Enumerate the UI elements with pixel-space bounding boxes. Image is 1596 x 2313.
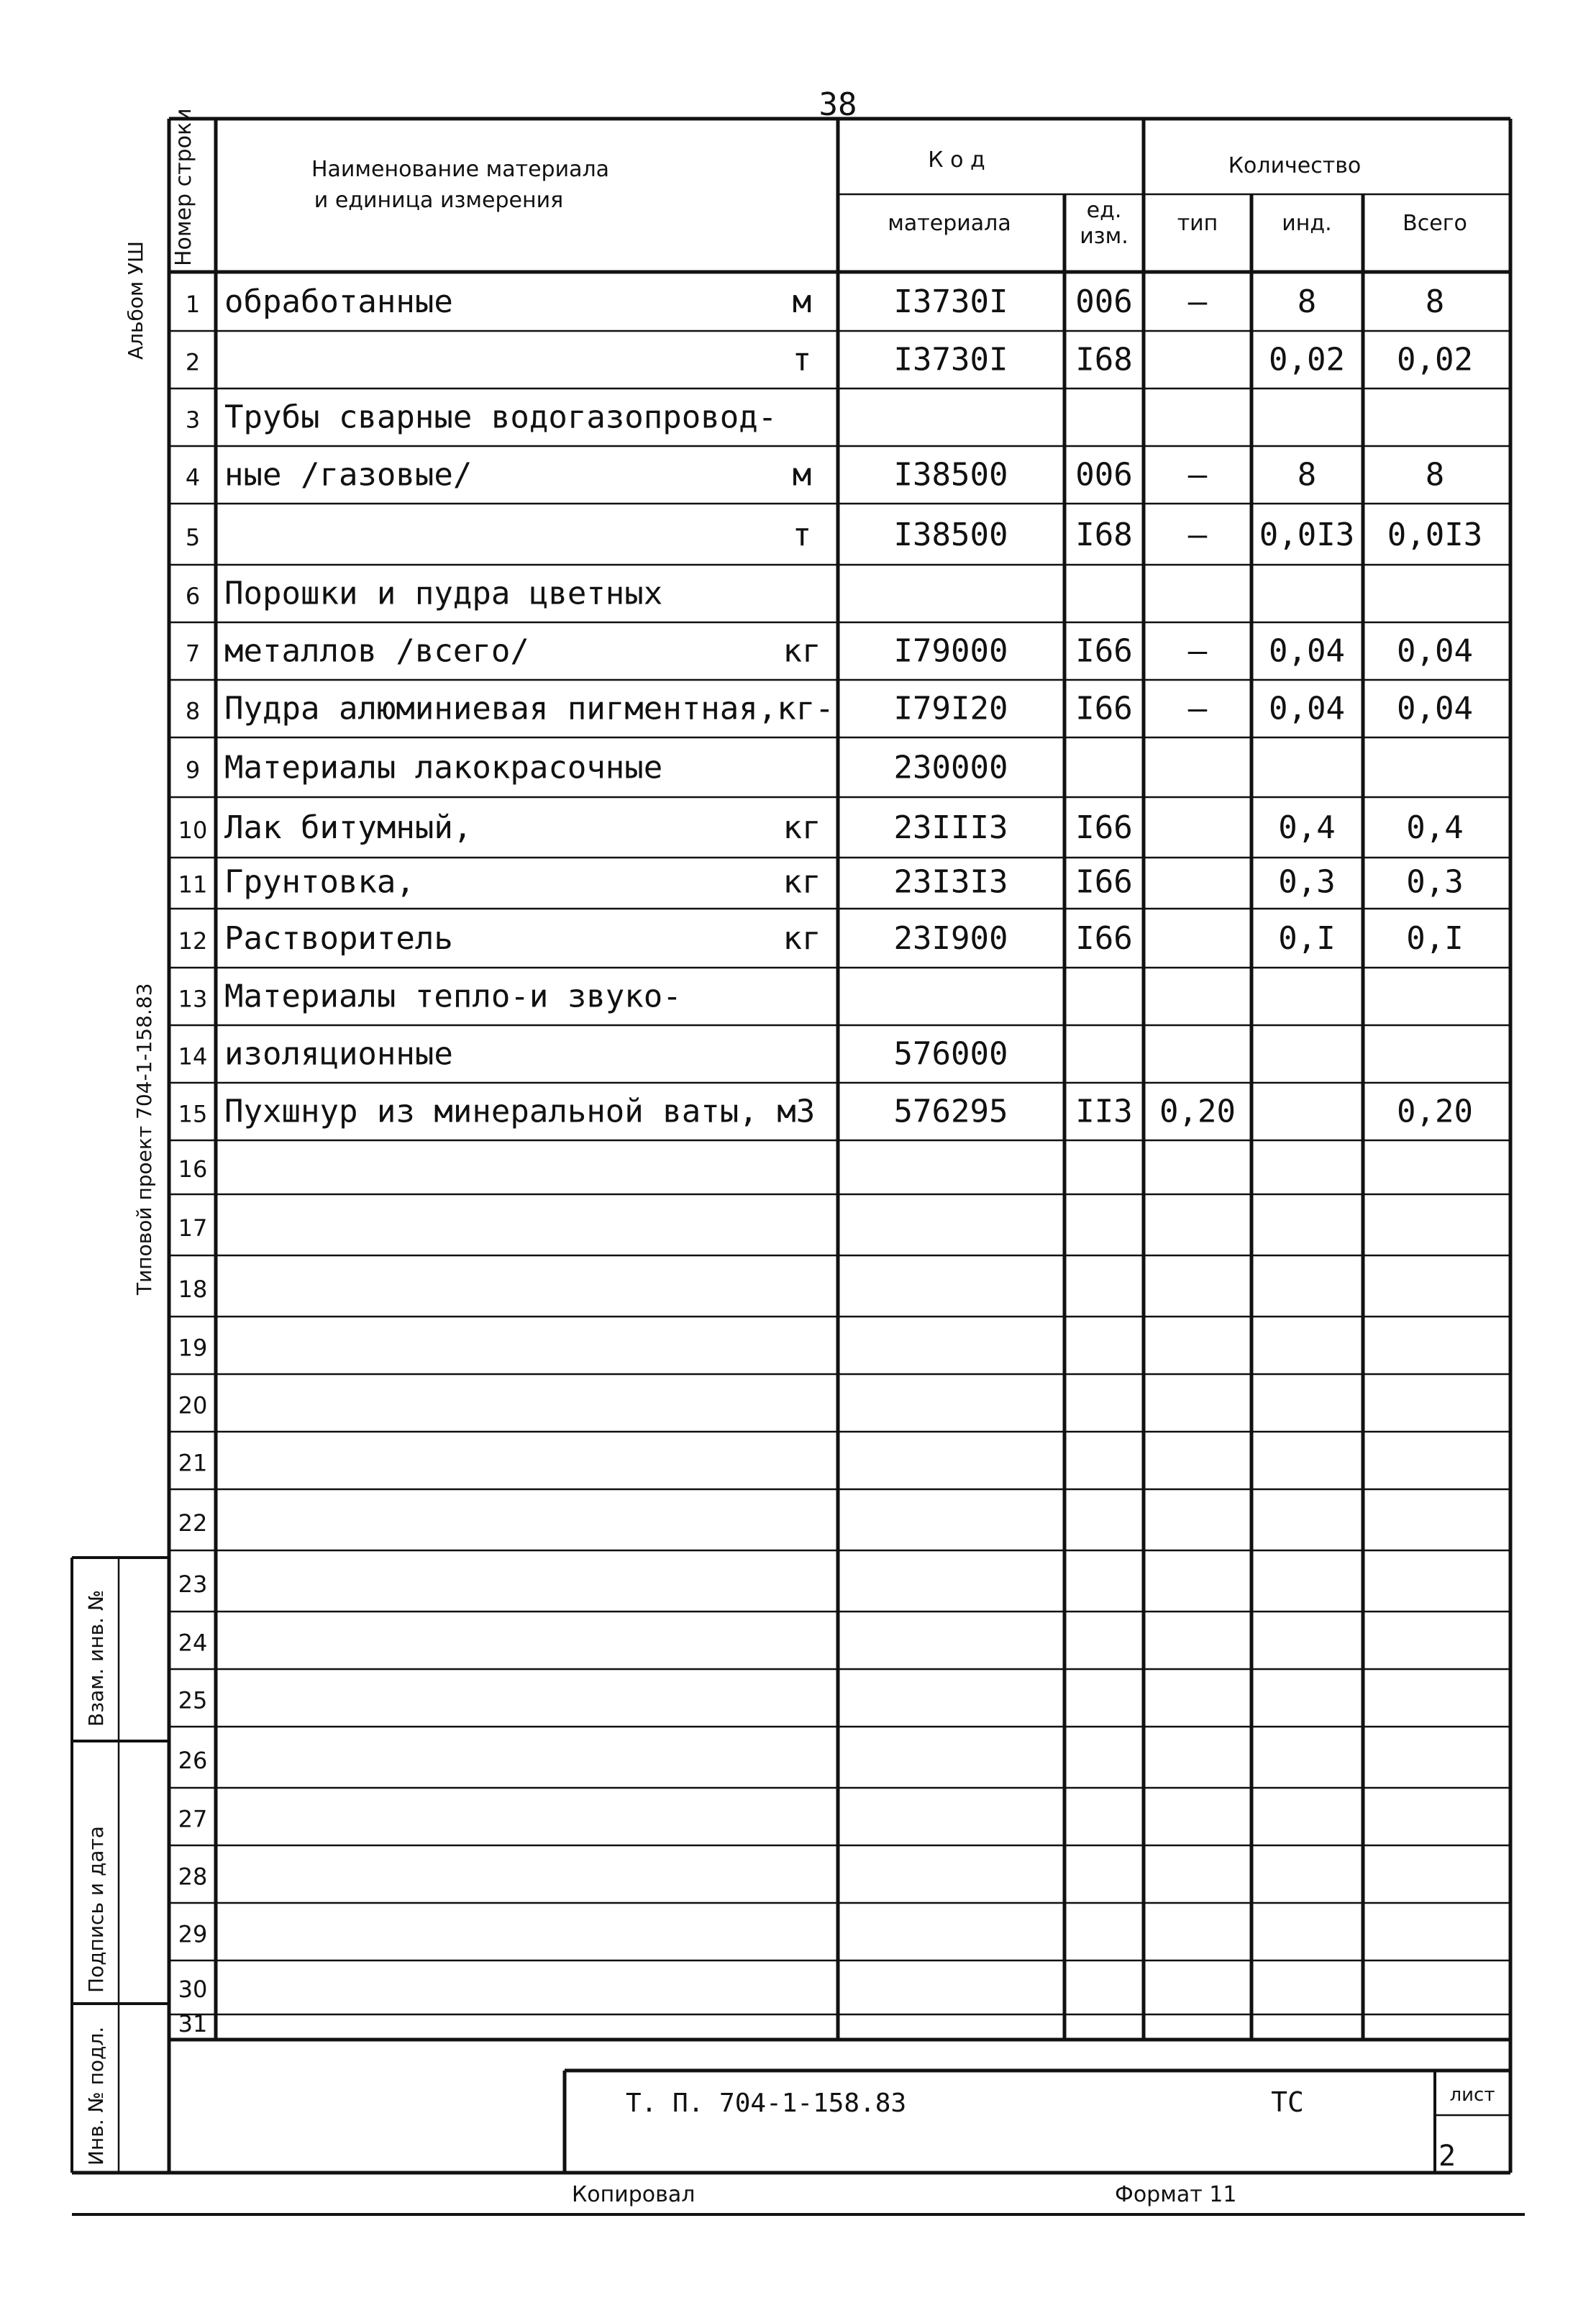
header-name-line2: и единица измерения	[314, 188, 564, 213]
page-number: 38	[818, 86, 857, 123]
cell-n: 21	[178, 1449, 208, 1477]
stamp-label-2: Подпись и дата	[84, 1826, 108, 1993]
header-code-group: К о д	[928, 147, 985, 173]
cell-n: 24	[178, 1629, 208, 1657]
cell-uc: I68	[1075, 341, 1133, 378]
cell-ind: 8	[1297, 456, 1317, 494]
cell-uc: I66	[1075, 632, 1133, 670]
cell-code: 576000	[893, 1035, 1008, 1073]
cell-n: 26	[178, 1746, 208, 1774]
cell-n: 11	[178, 871, 208, 899]
cell-n: 1	[185, 290, 201, 318]
cell-code: 23I900	[893, 919, 1008, 957]
cell-total: 0,0I3	[1387, 516, 1483, 553]
cell-n: 18	[178, 1275, 208, 1303]
cell-unit: кг	[783, 809, 821, 847]
cell-n: 8	[185, 697, 201, 725]
cell-code: 23III3	[893, 809, 1008, 847]
cell-uc: 006	[1075, 456, 1133, 494]
cell-n: 31	[178, 2009, 208, 2037]
cell-n: 19	[178, 1334, 208, 1362]
cell-code: I79I20	[893, 690, 1008, 727]
cell-n: 13	[178, 985, 208, 1013]
cell-n: 27	[178, 1805, 208, 1833]
cell-ind: 0,4	[1278, 809, 1336, 847]
cell-unit: т	[792, 341, 812, 378]
title-block-sheet-no: 2	[1438, 2140, 1456, 2173]
cell-uc: I66	[1075, 919, 1133, 957]
cell-n: 16	[178, 1155, 208, 1183]
cell-uc: I68	[1075, 516, 1133, 553]
cell-code: 23I3I3	[893, 863, 1008, 901]
cell-type: –	[1187, 516, 1208, 553]
cell-n: 6	[185, 582, 201, 610]
cell-name: Пудра алюминиевая пигментная,кг-	[224, 690, 834, 727]
footer-copied: Копировал	[572, 2182, 696, 2207]
cell-code: 230000	[893, 749, 1008, 786]
cell-code: I79000	[893, 632, 1008, 670]
cell-total: 0,4	[1406, 809, 1464, 847]
cell-ind: 0,04	[1269, 632, 1345, 670]
cell-uc: II3	[1075, 1093, 1133, 1130]
cell-name: Материалы тепло-и звуко-	[224, 978, 682, 1015]
cell-n: 14	[178, 1042, 208, 1071]
cell-total: 0,02	[1397, 341, 1473, 378]
cell-total: 0,04	[1397, 690, 1473, 727]
header-name-line1: Наименование материала	[311, 157, 610, 182]
cell-type: –	[1187, 456, 1208, 494]
cell-n: 23	[178, 1570, 208, 1598]
cell-uc: I66	[1075, 809, 1133, 847]
cell-total: 8	[1425, 283, 1445, 320]
cell-name: изоляционные	[224, 1035, 453, 1073]
header-col-ind: инд.	[1282, 211, 1332, 236]
cell-uc: I66	[1075, 690, 1133, 727]
cell-ind: 0,04	[1269, 690, 1345, 727]
cell-n: 4	[185, 463, 201, 491]
header-col-type: тип	[1177, 211, 1218, 236]
cell-name: Растворитель	[224, 919, 453, 957]
title-block-mark: ТС	[1271, 2086, 1304, 2118]
cell-n: 29	[178, 1920, 208, 1948]
header-qty-group: Количество	[1228, 153, 1362, 178]
cell-code: I38500	[893, 516, 1008, 553]
cell-total: 0,3	[1406, 863, 1464, 901]
header-col-unit-2: изм.	[1080, 224, 1128, 249]
cell-type: –	[1187, 283, 1208, 320]
cell-unit: м	[792, 456, 812, 494]
cell-n: 15	[178, 1100, 208, 1128]
cell-n: 2	[185, 348, 201, 376]
cell-ind: 0,I	[1278, 919, 1336, 957]
cell-total: 0,20	[1397, 1093, 1473, 1130]
cell-n: 12	[178, 927, 208, 955]
cell-n: 20	[178, 1391, 208, 1419]
cell-n: 28	[178, 1863, 208, 1891]
cell-name: Порошки и пудра цветных	[224, 575, 663, 612]
cell-code: I3730I	[893, 283, 1008, 320]
cell-n: 7	[185, 640, 201, 668]
cell-type: –	[1187, 690, 1208, 727]
cell-unit: м	[792, 283, 812, 320]
cell-n: 9	[185, 756, 201, 784]
cell-unit: т	[792, 516, 812, 553]
cell-n: 5	[185, 523, 201, 551]
cell-name: обработанные	[224, 283, 453, 320]
cell-code: I3730I	[893, 341, 1008, 378]
cell-n: 25	[178, 1686, 208, 1714]
stamp-label-3: Инв. № подл.	[84, 2026, 108, 2166]
footer-format: Формат 11	[1115, 2182, 1237, 2207]
cell-name: Трубы сварные водогазопровод-	[224, 399, 778, 436]
cell-unit: кг	[783, 863, 821, 901]
title-block-sheet-label: лист	[1449, 2084, 1495, 2106]
cell-total: 8	[1425, 456, 1445, 494]
cell-name: ные /газовые/	[224, 456, 473, 494]
cell-total: 0,I	[1406, 919, 1464, 957]
header-col-total: Всего	[1403, 211, 1467, 236]
cell-ind: 0,02	[1269, 341, 1345, 378]
cell-n: 3	[185, 406, 201, 434]
cell-name: металлов /всего/	[224, 632, 529, 670]
cell-code: 576295	[893, 1093, 1008, 1130]
cell-ind: 0,3	[1278, 863, 1336, 901]
stamp-label-1: Взам. инв. №	[84, 1589, 108, 1727]
cell-name: Материалы лакокрасочные	[224, 749, 663, 786]
cell-type: 0,20	[1159, 1093, 1236, 1130]
header-col-unit-1: ед.	[1086, 198, 1122, 223]
cell-name: Грунтовка,	[224, 863, 415, 901]
cell-code: I38500	[893, 456, 1008, 494]
side-project-label: Типовой проект 704-1-158.83	[132, 983, 156, 1295]
cell-name: Пухшнур из минеральной ваты, м3	[224, 1093, 816, 1130]
cell-n: 30	[178, 1976, 208, 2003]
cell-unit: кг	[783, 632, 821, 670]
cell-n: 22	[178, 1509, 208, 1537]
cell-ind: 0,0I3	[1259, 516, 1355, 553]
side-album-label: Альбом УШ	[124, 241, 147, 360]
cell-uc: I66	[1075, 863, 1133, 901]
cell-n: 17	[178, 1214, 208, 1242]
header-col-material: материала	[888, 211, 1011, 236]
cell-uc: 006	[1075, 283, 1133, 320]
header-row-no: Номер строки	[171, 108, 196, 266]
cell-name: Лак битумный,	[224, 809, 473, 847]
cell-total: 0,04	[1397, 632, 1473, 670]
cell-n: 10	[178, 817, 208, 845]
title-block-doc: Т. П. 704-1-158.83	[626, 2089, 907, 2118]
cell-ind: 8	[1297, 283, 1317, 320]
cell-type: –	[1187, 632, 1208, 670]
cell-unit: кг	[783, 919, 821, 957]
